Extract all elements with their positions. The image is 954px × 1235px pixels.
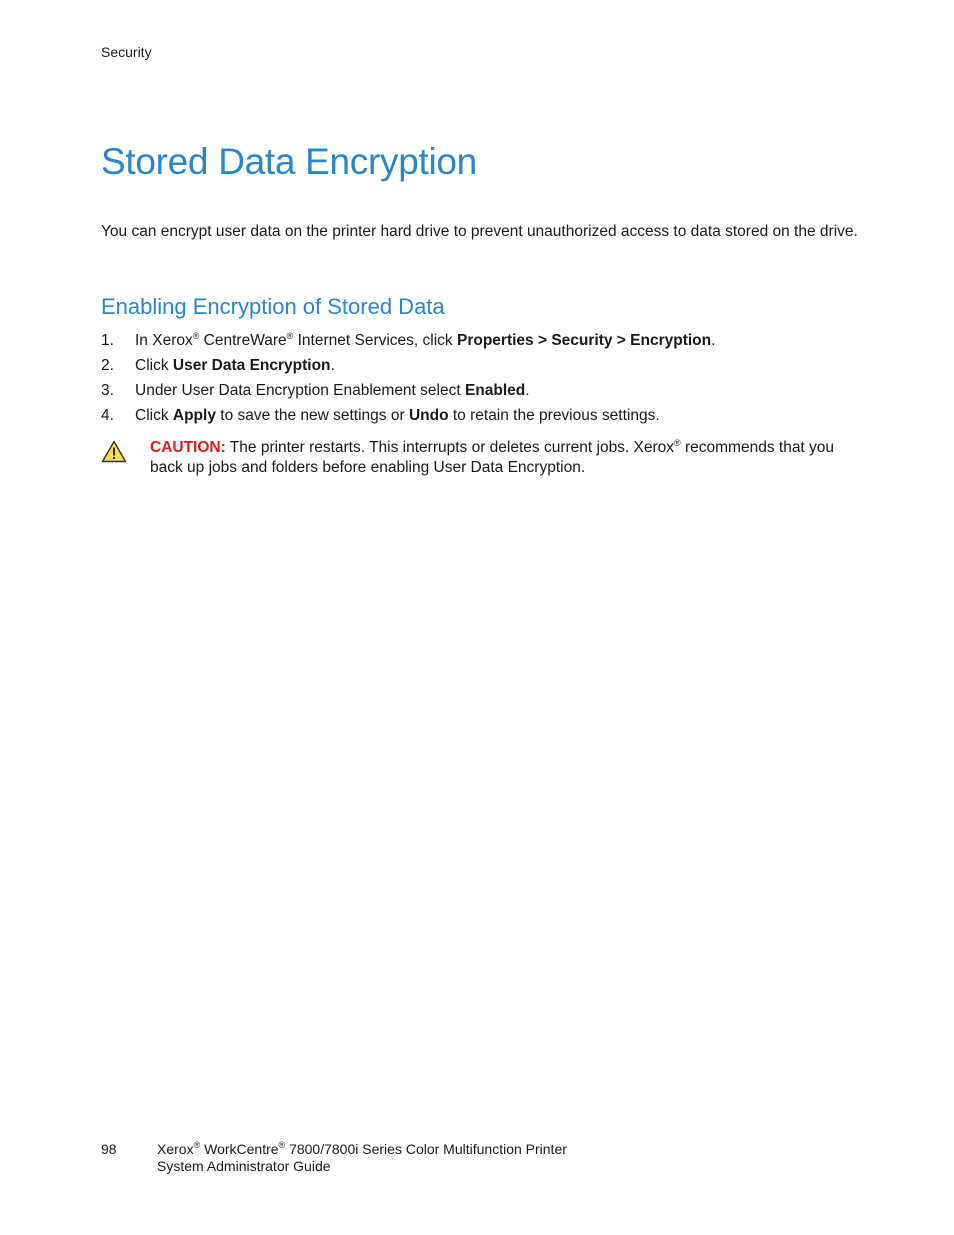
footer-text: WorkCentre [200,1141,279,1157]
intro-paragraph: You can encrypt user data on the printer hard drive to prevent unauthorized access to data stored on the drive. [101,223,858,240]
step-number: 4. [101,407,114,424]
page-number: 98 [101,1141,117,1157]
step-number: 3. [101,382,114,399]
step-text: to retain the previous settings. [448,407,660,424]
footer-line-2: System Administrator Guide [157,1158,331,1174]
step-text: to save the new settings or [215,407,409,424]
registered-mark: ® [286,331,294,341]
running-header: Security [101,44,152,60]
step-text: Click [135,407,173,424]
caution-text: recommends that you back up jobs and folders before enabling User Data Encryption. [150,439,835,476]
section-heading: Enabling Encryption of Stored Data [101,294,445,319]
list-item [101,381,715,406]
footer-line-1 [157,1141,567,1158]
step-number: 2. [101,357,114,374]
menu-path-separator: > [533,332,552,349]
list-item [101,356,715,381]
footer-text: Xerox [157,1141,194,1157]
warning-triangle-icon [101,440,127,463]
step-number: 1. [101,332,114,349]
menu-path-separator: > [612,332,631,349]
page-title: Stored Data Encryption [101,141,477,182]
caution-text: The printer restarts. This interrupts or deletes current jobs. Xerox [225,439,675,456]
list-item [101,331,715,356]
option-enabled: Enabled [464,382,526,399]
registered-mark: ® [193,1140,201,1150]
registered-mark: ® [278,1140,286,1150]
step-text: Under User Data Encryption Enablement select [135,382,465,399]
step-text: Internet Services, click [293,332,457,349]
step-text: . [525,382,530,399]
menu-path-security: Security [551,332,613,349]
step-text: . [330,357,335,374]
footer-product [157,1141,567,1175]
registered-mark: ® [192,331,200,341]
steps-list [101,331,715,431]
option-user-data-encryption: User Data Encryption [172,357,331,374]
option-undo: Undo [408,407,449,424]
step-text: In Xerox [135,332,193,349]
list-item [101,406,715,431]
step-text: . [711,332,716,349]
menu-path-encryption: Encryption [630,332,712,349]
caution-note [150,438,870,478]
option-apply: Apply [172,407,216,424]
menu-path-properties: Properties [456,332,534,349]
caution-label: CAUTION: [150,439,226,456]
footer-text: 7800/7800i Series Color Multifunction Printer [285,1141,567,1157]
step-text: Click [135,357,173,374]
step-text: CentreWare [199,332,287,349]
registered-mark: ® [674,438,681,448]
